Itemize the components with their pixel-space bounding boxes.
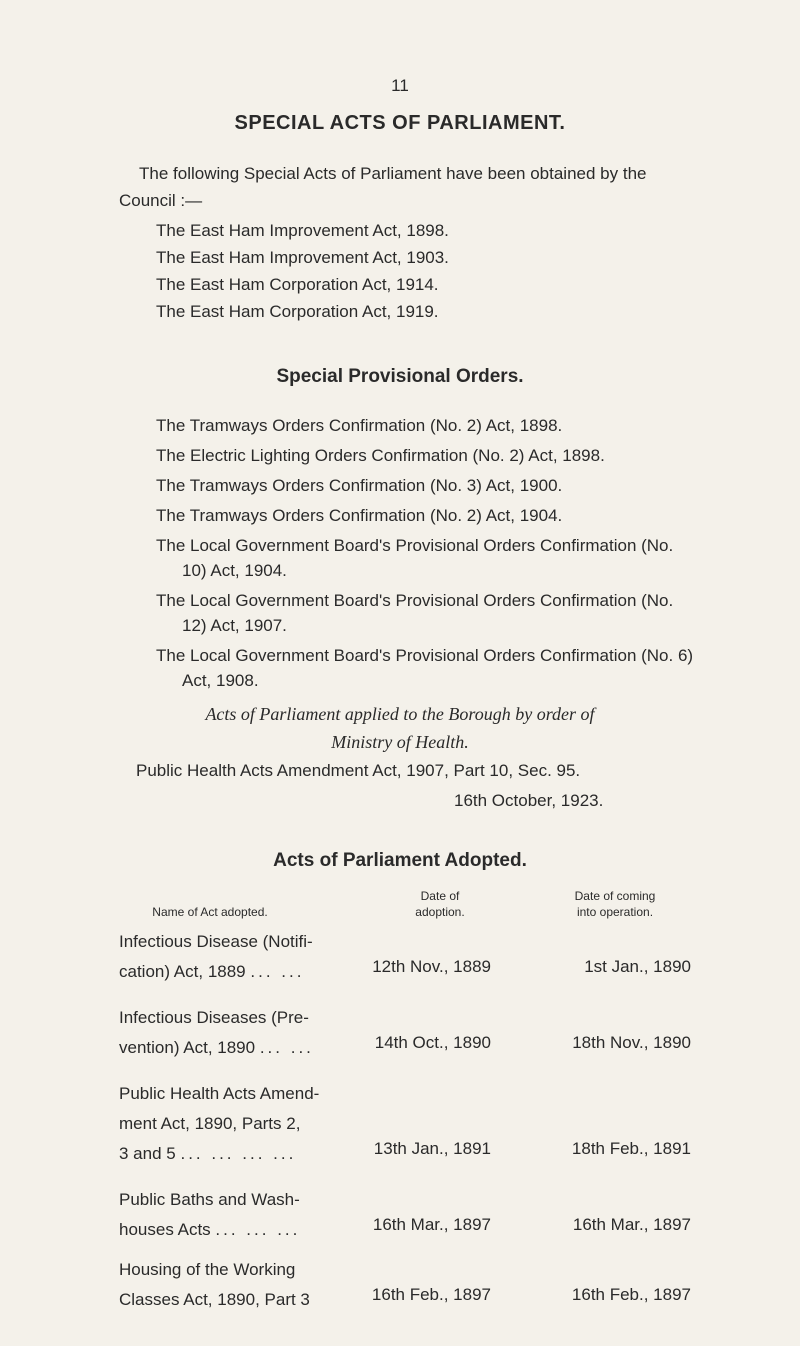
leader-dots: ... ... ...: [215, 1220, 301, 1239]
page-number: 11: [391, 76, 409, 95]
list-item: The Electric Lighting Orders Confirmation (No. 2) Act, 1898.: [156, 446, 605, 465]
act-name-line: Infectious Diseases (Pre-: [119, 1008, 309, 1027]
act-name: [119, 1079, 319, 1169]
list-item: The Tramways Orders Confirmation (No. 2) Act, 1904.: [156, 506, 563, 525]
orders-list: [156, 413, 696, 698]
adoption-date: 13th Jan., 1891: [373, 1139, 491, 1158]
operation-date: 16th Mar., 1897: [572, 1215, 691, 1234]
adoption-date: 16th Feb., 1897: [371, 1285, 491, 1304]
list-item: The East Ham Improvement Act, 1903.: [156, 248, 449, 267]
list-item: The Local Government Board's Provisional Orders Confirmation (No. 6) Act, 1908.: [156, 646, 694, 690]
act-name-line: vention) Act, 1890: [119, 1038, 256, 1057]
operation-date: 18th Feb., 1891: [571, 1139, 691, 1158]
act-name: [119, 927, 313, 987]
list-item: The East Ham Improvement Act, 1898.: [156, 221, 449, 240]
column-header-adoption: [380, 888, 500, 920]
list-item: The Local Government Board's Provisional Orders Confirmation (No. 10) Act, 1904.: [156, 536, 674, 580]
act-name-line: Classes Act, 1890, Part 3: [119, 1290, 310, 1309]
column-header-operation: [540, 888, 690, 920]
act-name: [119, 1003, 314, 1063]
intro-paragraph: The following Special Acts of Parliament have been obtained by the Council :—: [119, 164, 647, 210]
header-line: Date of: [420, 889, 460, 903]
act-name-line: Infectious Disease (Notifi-: [119, 932, 313, 951]
act-name-line: ment Act, 1890, Parts 2,: [119, 1114, 301, 1133]
act-name: [119, 1185, 300, 1245]
ministry-act: Public Health Acts Amendment Act, 1907, Part 10, Sec. 95.: [136, 761, 581, 780]
section-heading-adopted: Acts of Parliament Adopted.: [273, 850, 527, 871]
list-item: The Tramways Orders Confirmation (No. 3) Act, 1900.: [156, 476, 563, 495]
adoption-date: 12th Nov., 1889: [372, 957, 491, 976]
adoption-date: 16th Mar., 1897: [372, 1215, 491, 1234]
act-name-line: 3 and 5: [119, 1144, 176, 1163]
act-name-line: Public Baths and Wash-: [119, 1190, 300, 1209]
list-item: The East Ham Corporation Act, 1914.: [156, 275, 439, 294]
ministry-heading-line: Ministry of Health.: [331, 732, 469, 752]
header-line: Date of coming: [574, 889, 656, 903]
page-title: SPECIAL ACTS OF PARLIAMENT.: [234, 112, 566, 134]
act-name-line: Housing of the Working: [119, 1260, 296, 1279]
operation-date: 18th Nov., 1890: [572, 1033, 691, 1052]
list-item: The Tramways Orders Confirmation (No. 2) Act, 1898.: [156, 416, 563, 435]
ministry-heading: [0, 700, 800, 756]
leader-dots: ... ...: [259, 1038, 314, 1057]
operation-date: 16th Feb., 1897: [571, 1285, 691, 1304]
leader-dots: ... ... ... ...: [180, 1144, 297, 1163]
header-line: adoption.: [415, 905, 465, 919]
ministry-heading-line: Acts of Parliament applied to the Borough by order of: [205, 704, 595, 724]
section-heading-orders: Special Provisional Orders.: [276, 366, 524, 387]
leader-dots: ... ...: [250, 962, 305, 981]
operation-date: 1st Jan., 1890: [584, 957, 691, 976]
act-name-line: Public Health Acts Amend-: [119, 1084, 320, 1103]
column-header-name: Name of Act adopted.: [152, 905, 268, 919]
list-item: The East Ham Corporation Act, 1919.: [156, 302, 439, 321]
act-name-line: cation) Act, 1889: [119, 962, 246, 981]
header-line: into operation.: [576, 905, 654, 919]
act-name: [119, 1255, 310, 1315]
list-item: The Local Government Board's Provisional Orders Confirmation (No. 12) Act, 1907.: [156, 591, 674, 635]
ministry-date: 16th October, 1923.: [454, 791, 604, 810]
act-name-line: houses Acts: [119, 1220, 211, 1239]
adoption-date: 14th Oct., 1890: [374, 1033, 491, 1052]
special-acts-list: [156, 217, 449, 325]
